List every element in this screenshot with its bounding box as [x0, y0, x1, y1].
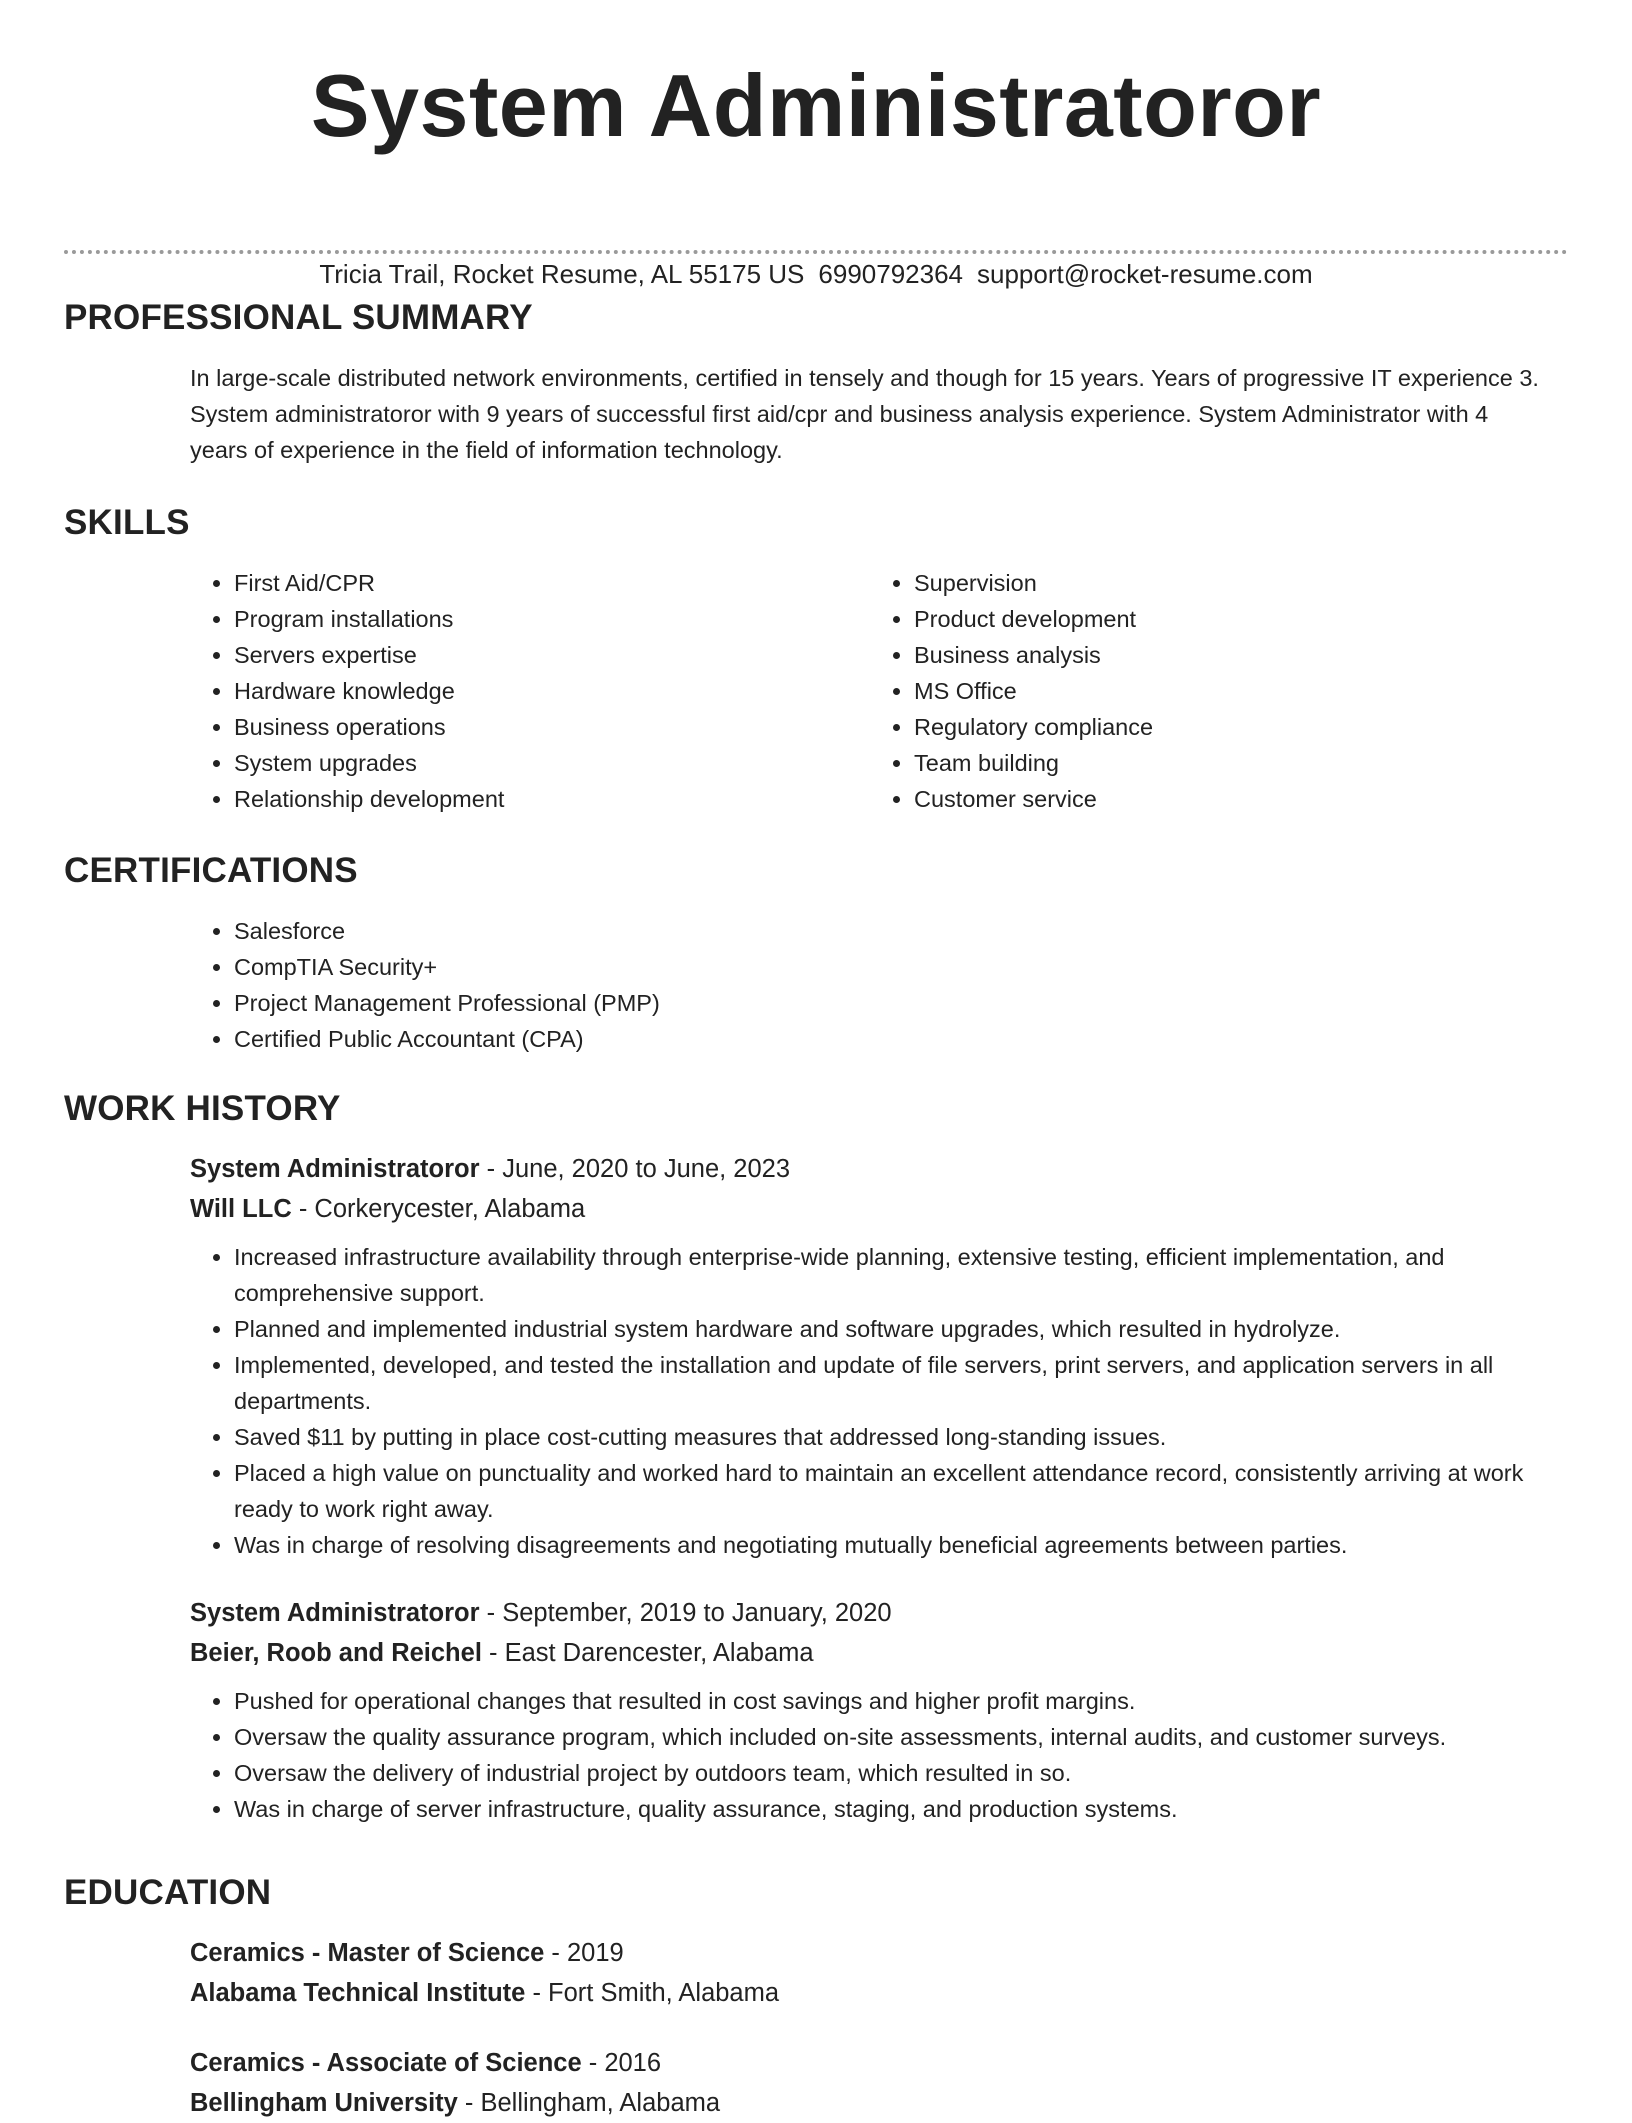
work-history-section: [64, 1087, 1568, 1827]
work-history-title: WORK HISTORY: [64, 1089, 341, 1128]
skill-item: • Relationship development: [234, 781, 870, 817]
skill-item: • Customer service: [914, 781, 1550, 817]
skill-item: • Business operations: [234, 709, 870, 745]
job-bullet: • Pushed for operational changes that resulted in cost savings and higher profit margins.: [234, 1683, 1568, 1719]
summary-title: PROFESSIONAL SUMMARY: [64, 298, 533, 337]
job-bullet: • Placed a high value on punctuality and worked hard to maintain an excellent attendance record, consistently arriving at work ready to work right away.: [234, 1455, 1568, 1527]
candidate-name: System Administratoror: [310, 56, 1322, 155]
certifications-list: [190, 913, 1568, 1057]
education-degree-line: [190, 2043, 1568, 2083]
job-dates: - June, 2020 to June, 2023: [479, 1155, 791, 1183]
contact-address: Tricia Trail, Rocket Resume, AL 55175 US: [319, 259, 805, 289]
job-bullet: • Increased infrastructure availability through enterprise-wide planning, extensive testing, efficient implementation, and comprehensive support.: [234, 1239, 1568, 1311]
job-entry: [190, 1593, 1568, 1827]
job-bullet: • Planned and implemented industrial system hardware and software upgrades, which resulted in hydrolyze.: [234, 1311, 1568, 1347]
contact-phone: 6990792364: [818, 259, 964, 289]
education-degree: Ceramics - Master of Science: [190, 1939, 545, 1967]
skill-item: • Business analysis: [914, 637, 1550, 673]
education-location: - Bellingham, Alabama: [457, 2089, 721, 2117]
education-school-line: [190, 1973, 1568, 2013]
education-year: - 2019: [544, 1939, 624, 1967]
education-title: EDUCATION: [64, 1873, 272, 1912]
contact-line: [0, 256, 1632, 292]
job-bullet: • Oversaw the quality assurance program, which included on-site assessments, internal audits, and customer surveys.: [234, 1719, 1568, 1755]
skills-grid: [190, 565, 1568, 817]
summary-text: In large-scale distributed network environments, certified in tensely and though for 15 years. Years of progressive IT experience 3. System administratoror with 9 years of successful first aid/cpr and business analysis experience. System Administrator with 4 years of experience in the field of information technology.: [190, 365, 1539, 463]
skill-item: • Product development: [914, 601, 1550, 637]
job-bullet: • Was in charge of resolving disagreements and negotiating mutually beneficial agreements between parties.: [234, 1527, 1568, 1563]
contact-email: support@rocket-resume.com: [977, 259, 1313, 289]
job-company-line: [190, 1189, 1568, 1229]
job-role: System Administratoror: [190, 1599, 480, 1627]
certification-item: • CompTIA Security+: [234, 949, 1568, 985]
job-dates: - September, 2019 to January, 2020: [479, 1599, 892, 1627]
certification-item: • Certified Public Accountant (CPA): [234, 1021, 1568, 1057]
skill-item: • Supervision: [914, 565, 1550, 601]
job-role-line: [190, 1593, 1568, 1633]
job-role-line: [190, 1149, 1568, 1189]
education-section: [64, 1871, 1568, 2123]
certification-item: • Salesforce: [234, 913, 1568, 949]
skill-item: • MS Office: [914, 673, 1550, 709]
education-school-line: [190, 2083, 1568, 2123]
skill-item: • Team building: [914, 745, 1550, 781]
skills-column-left: [190, 565, 870, 817]
education-school: Bellingham University: [190, 2089, 458, 2117]
skills-section: [64, 501, 1568, 817]
education-location: - Fort Smith, Alabama: [525, 1979, 780, 2007]
education-entry: [190, 1933, 1568, 2013]
skill-item: • Servers expertise: [234, 637, 870, 673]
job-bullet: • Was in charge of server infrastructure, quality assurance, staging, and production systems.: [234, 1791, 1568, 1827]
education-entry: [190, 2043, 1568, 2123]
job-bullet: • Implemented, developed, and tested the installation and update of file servers, print servers, and application servers in all departments.: [234, 1347, 1568, 1419]
skill-item: • Program installations: [234, 601, 870, 637]
job-entry: [190, 1149, 1568, 1563]
job-role: System Administratoror: [190, 1155, 480, 1183]
job-company: Will LLC: [190, 1195, 292, 1223]
resume-header: [64, 0, 1568, 154]
job-company-line: [190, 1633, 1568, 1673]
certifications-title: CERTIFICATIONS: [64, 851, 358, 890]
summary-section: [64, 296, 1568, 468]
job-location: - East Darencester, Alabama: [481, 1639, 814, 1667]
education-degree: Ceramics - Associate of Science: [190, 2049, 582, 2077]
job-location: - Corkerycester, Alabama: [291, 1195, 586, 1223]
skill-item: • Regulatory compliance: [914, 709, 1550, 745]
header-divider: [64, 250, 1568, 254]
skill-item: • System upgrades: [234, 745, 870, 781]
job-bullet: • Saved $11 by putting in place cost-cutting measures that addressed long-standing issues.: [234, 1419, 1568, 1455]
skills-title: SKILLS: [64, 503, 190, 542]
job-company: Beier, Roob and Reichel: [190, 1639, 482, 1667]
certification-item: • Project Management Professional (PMP): [234, 985, 1568, 1021]
job-bullet: • Oversaw the delivery of industrial project by outdoors team, which resulted in so.: [234, 1755, 1568, 1791]
skill-item: • Hardware knowledge: [234, 673, 870, 709]
skill-item: • First Aid/CPR: [234, 565, 870, 601]
education-degree-line: [190, 1933, 1568, 1973]
certifications-section: [64, 849, 1568, 1057]
education-school: Alabama Technical Institute: [190, 1979, 526, 2007]
education-year: - 2016: [581, 2049, 662, 2077]
skills-column-right: [870, 565, 1550, 817]
